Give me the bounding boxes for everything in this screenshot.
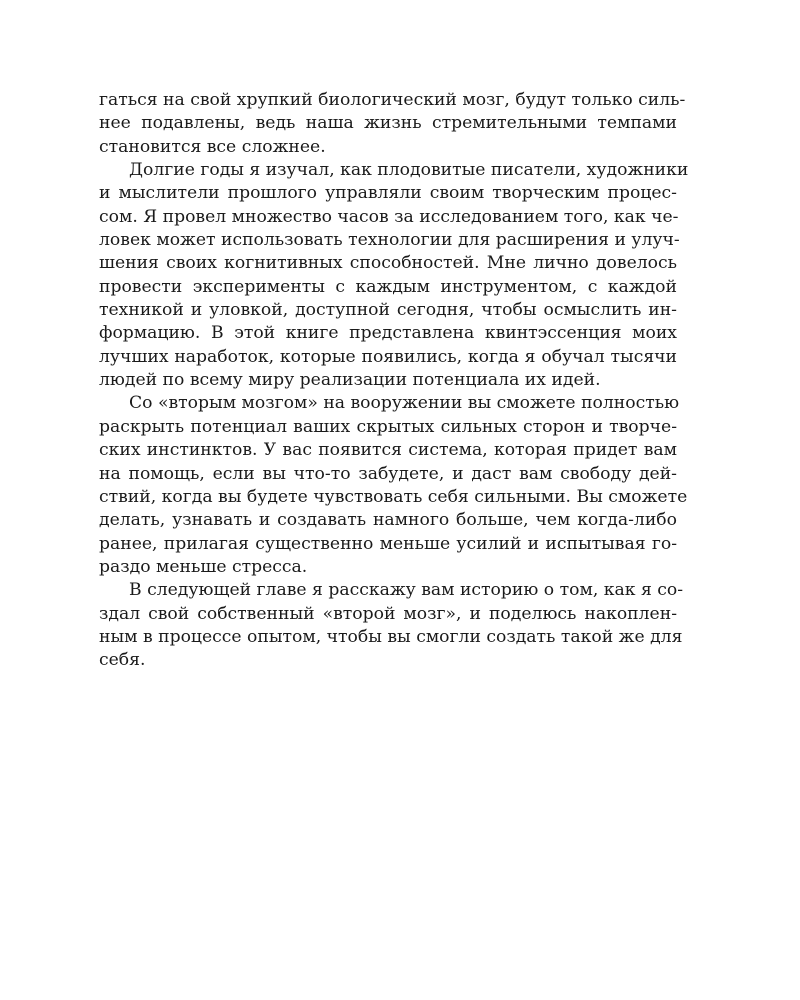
paragraph-1 [99,89,686,159]
text-line: делать, узнавать и создавать намного больше, чем когда-либо [99,510,677,531]
text-line: раскрыть потенциал ваших скрытых сильных сторон и творче- [99,416,677,437]
text-line: Долгие годы я изучал, как плодовитые писатели, художники [129,160,689,181]
text-line: шения своих когнитивных способностей. Мне лично довелось [99,253,677,274]
text-line: и мыслители прошлого управляли своим творческим процес- [99,183,677,204]
text-line: становится все сложнее. [99,136,326,157]
text-line: техникой и уловкой, доступной сегодня, чтобы осмыслить ин- [99,300,677,321]
text-line: ным в процессе опытом, чтобы вы смогли создать такой же для [99,626,683,647]
text-line: раздо меньше стресса. [99,556,308,577]
text-line: на помощь, если вы что-то забудете, и даст вам свободу дей- [99,463,677,484]
text-line: здал свой собственный «второй мозг», и поделюсь накоплен- [99,603,677,624]
paragraph-4 [99,579,684,672]
text-line: Со «вторым мозгом» на вооружении вы сможете полностью [129,393,680,414]
text-line: себя. [99,650,146,671]
text-line: людей по всему миру реализации потенциала их идей. [99,370,601,391]
text-line: В следующей главе я расскажу вам историю о том, как я со- [129,580,684,601]
text-line: лучших наработок, которые появились, когда я обучал тысячи [99,346,677,367]
text-line: ских инстинктов. У вас появится система, которая придет вам [99,440,677,461]
text-line: ловек может использовать технологии для расширения и улуч- [99,230,680,251]
paragraph-3 [99,392,688,579]
text-line: ствий, когда вы будете чувствовать себя сильными. Вы сможете [99,486,688,507]
text-line: нее подавлены, ведь наша жизнь стремительными темпами [99,113,677,134]
text-line: формацию. В этой книге представлена квинтэссенция моих [99,323,677,344]
text-line: ранее, прилагая существенно меньше усилий и испытывая го- [99,533,677,554]
body-text [99,89,689,673]
paragraph-2 [99,159,689,392]
text-line: сом. Я провел множество часов за исследованием того, как че- [99,206,679,227]
text-line: провести эксперименты с каждым инструментом, с каждой [99,276,677,297]
text-line: гаться на свой хрупкий биологический мозг, будут только силь- [99,90,686,110]
